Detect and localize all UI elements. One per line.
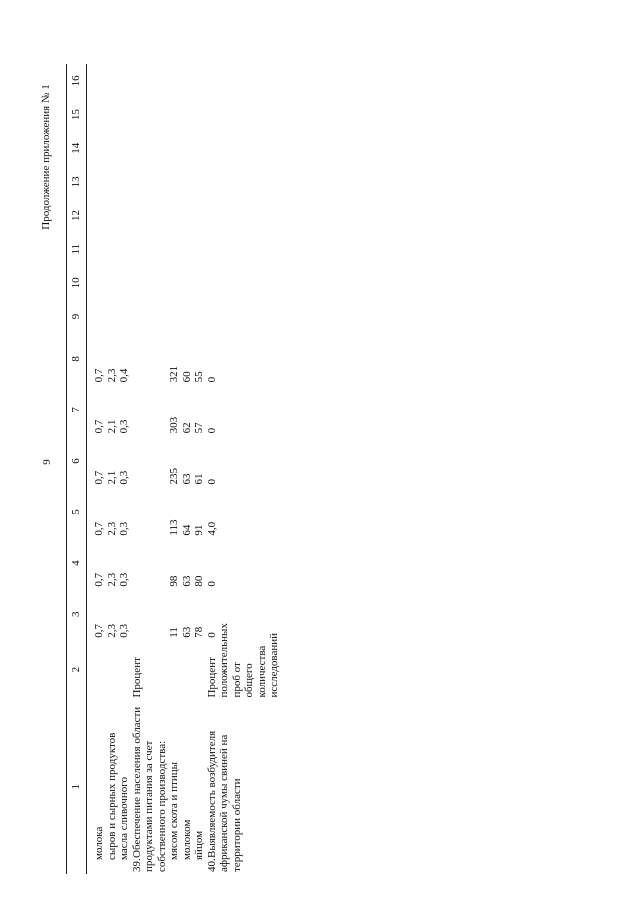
cell-value: 0,3 (118, 623, 130, 638)
row-label: яйцом (193, 830, 205, 860)
cell-value: 63 (180, 575, 193, 587)
cell-value: 78 (193, 626, 205, 638)
col-header: 12 (67, 199, 87, 233)
row-label: мясом скота и птицы (168, 762, 180, 860)
appendix-table (66, 64, 281, 874)
cell-value: 113 (168, 519, 180, 536)
cell-value: 63 (180, 473, 193, 485)
row-number: 39. (130, 858, 143, 872)
cell-value (131, 589, 169, 640)
cell-value: 0 (205, 479, 218, 485)
cell-value: 0,7 (93, 623, 105, 638)
cell-value: 0,7 (93, 572, 105, 587)
cell-value: 2,3 (105, 521, 118, 536)
col-header: 4 (67, 538, 87, 589)
col-header: 6 (67, 435, 87, 486)
row-label (206, 700, 281, 874)
col-header: 2 (67, 640, 87, 700)
column-number-header (67, 64, 87, 874)
cell-value: 2,3 (105, 572, 118, 587)
cell-value: 303 (168, 416, 180, 434)
row-unit: Процент (130, 657, 143, 698)
cell-value: 57 (193, 422, 205, 434)
cell-value (131, 384, 169, 435)
table-row (193, 64, 206, 874)
table-row (106, 64, 119, 874)
cell-value: 0,7 (93, 419, 105, 434)
cell-value: 0,3 (118, 419, 130, 434)
col-header: 16 (67, 64, 87, 98)
cell-value: 0,7 (93, 521, 105, 536)
cell-value: 61 (193, 473, 205, 485)
cell-value: 0,4 (118, 368, 130, 383)
col-header: 7 (67, 384, 87, 435)
col-header: 10 (67, 266, 87, 300)
cell-value (131, 435, 169, 486)
row-number: 40. (205, 858, 218, 872)
cell-value: 91 (193, 524, 205, 536)
cell-value: 2,1 (105, 470, 118, 485)
cell-value: 0 (205, 427, 218, 434)
col-header: 3 (67, 589, 87, 640)
row-label: молоком (180, 819, 193, 860)
col-header: 9 (67, 300, 87, 334)
cell-value: 0,7 (93, 368, 105, 383)
cell-value: 0 (205, 581, 218, 587)
row-unit (181, 640, 194, 700)
col-header: 14 (67, 131, 87, 165)
table-row (87, 64, 106, 874)
row-unit (193, 640, 206, 700)
col-header: 11 (67, 232, 87, 266)
row-label-text: Обеспечение населения области продуктами питания за счет собственного производства: (130, 706, 168, 872)
cell-value: 0,7 (93, 470, 105, 485)
row-unit: Процент положительных проб от общего количества исследований (205, 623, 280, 698)
cell-value: 235 (168, 468, 180, 485)
row-label (131, 700, 169, 874)
row-label: сыров и сырных продуктов (105, 732, 118, 860)
cell-value: 63 (180, 626, 193, 638)
table-row (131, 64, 169, 874)
col-header: 1 (67, 700, 87, 874)
row-label-text: Выявляемость возбудителя африканской чумы свиней на территории области (205, 730, 243, 872)
cell-value: 98 (168, 575, 180, 587)
continuation-note: Продолжение приложения № 1 (40, 84, 52, 230)
rotated-table-region (66, 64, 526, 874)
page-number: 9 (41, 459, 53, 465)
table-row (118, 64, 131, 874)
row-unit (87, 640, 106, 700)
cell-value: 321 (168, 365, 180, 383)
cell-value: 2,3 (105, 368, 118, 383)
cell-value: 0,3 (118, 470, 130, 485)
cell-value: 0,3 (118, 572, 130, 587)
cell-value: 0 (205, 632, 218, 638)
cell-value: 0 (205, 376, 218, 383)
row-label: молока (93, 826, 105, 860)
cell-value: 60 (180, 371, 193, 383)
table-row (181, 64, 194, 874)
cell-value (131, 538, 169, 589)
cell-value: 0,3 (118, 521, 130, 536)
row-label: масла сливочного (118, 776, 130, 860)
col-header: 13 (67, 165, 87, 199)
table-row (168, 64, 181, 874)
row-unit (168, 640, 181, 700)
cell-value (131, 487, 169, 538)
col-header: 5 (67, 487, 87, 538)
col-header: 8 (67, 333, 87, 384)
row-unit (106, 640, 119, 700)
cell-value: 64 (180, 524, 193, 536)
cell-value (131, 333, 169, 384)
cell-value: 4,0 (205, 521, 218, 536)
table-row (206, 64, 281, 874)
cell-value: 55 (193, 371, 205, 383)
cell-value: 80 (193, 575, 205, 587)
cell-value: 2,1 (105, 419, 118, 434)
cell-value: 11 (168, 627, 180, 638)
col-header: 15 (67, 98, 87, 132)
row-unit (118, 640, 131, 700)
cell-value: 62 (180, 422, 193, 434)
cell-value: 2,3 (105, 623, 118, 638)
